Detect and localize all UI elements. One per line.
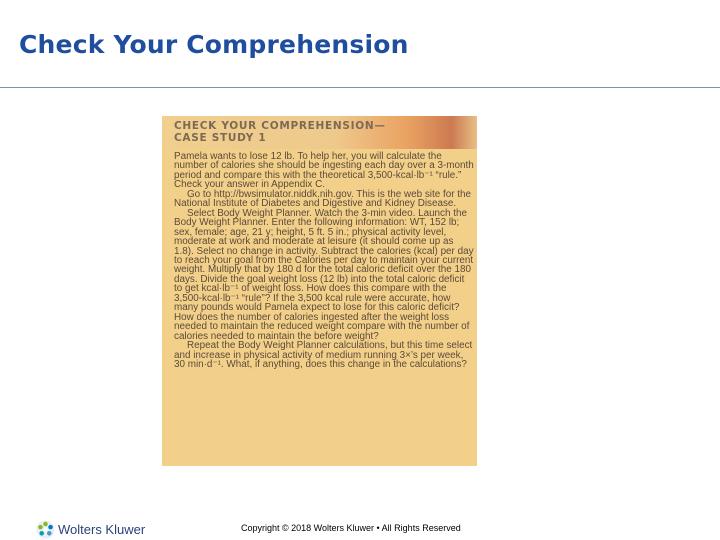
case-study-paragraph-2: Go to http://bwsimulator.niddk.nih.gov. This is the web site for the National Institute of Diabetes and Digestive and Kidney Disease. bbox=[174, 188, 471, 210]
wolters-kluwer-logo-icon bbox=[36, 520, 55, 539]
logo-text: Wolters Kluwer bbox=[58, 521, 146, 537]
copyright-text: Copyright © 2018 Wolters Kluwer • All Rights Reserved bbox=[241, 523, 461, 533]
title-divider bbox=[0, 87, 720, 88]
slide-title: Check Your Comprehension bbox=[19, 30, 409, 59]
case-study-paragraph-1: Pamela wants to lose 12 lb. To help her, you will calculate the number of calories she should be ingesting each day over a 3-month period and compare this with the theoretical 3,500-kcal·lb⁻¹ “rule.” Check your answer in Appendix C. bbox=[174, 151, 474, 191]
case-study-heading-line-1: CHECK YOUR COMPREHENSION— bbox=[174, 120, 386, 132]
case-study-paragraph-3: Select Body Weight Planner. Watch the 3-min video. Launch the Body Weight Planner. Enter the following information: WT, 152 lb; sex, female; age, 21 y; height, 5 ft. 5 in.; physical activity level, moderate at work and moderate at leisure (it should come up as 1.8). Select no change in activity. Subtract the calories (kcal) per day to reach your goal from the Calories per day to maintain your current weight. Multiply that by 180 d for the total caloric deficit over the 180 days. Divide the goal weight loss (12 lb) into the total caloric deficit to get kcal·lb⁻¹ of weight loss. How does this compare with the 3,500-kcal·lb⁻¹ “rule”? If the 3,500 kcal rule were accurate, how many pounds would Pamela expect to lose for this caloric deficit? How does the number of calories ingested after the weight loss needed to maintain the reduced weight compare with the number of calories needed to maintain the before weight? bbox=[174, 207, 474, 342]
case-study-box bbox=[162, 116, 477, 466]
case-study-paragraph-4: Repeat the Body Weight Planner calculations, but this time select and increase in physical activity of medium running 3×’s per week, 30 min·d⁻¹. What, if anything, does this change in the calculations? bbox=[174, 340, 473, 370]
case-study-body bbox=[174, 152, 474, 369]
case-study-heading-line-2: CASE STUDY 1 bbox=[174, 132, 267, 144]
footer-logo bbox=[36, 519, 145, 539]
case-study-heading bbox=[174, 120, 386, 144]
